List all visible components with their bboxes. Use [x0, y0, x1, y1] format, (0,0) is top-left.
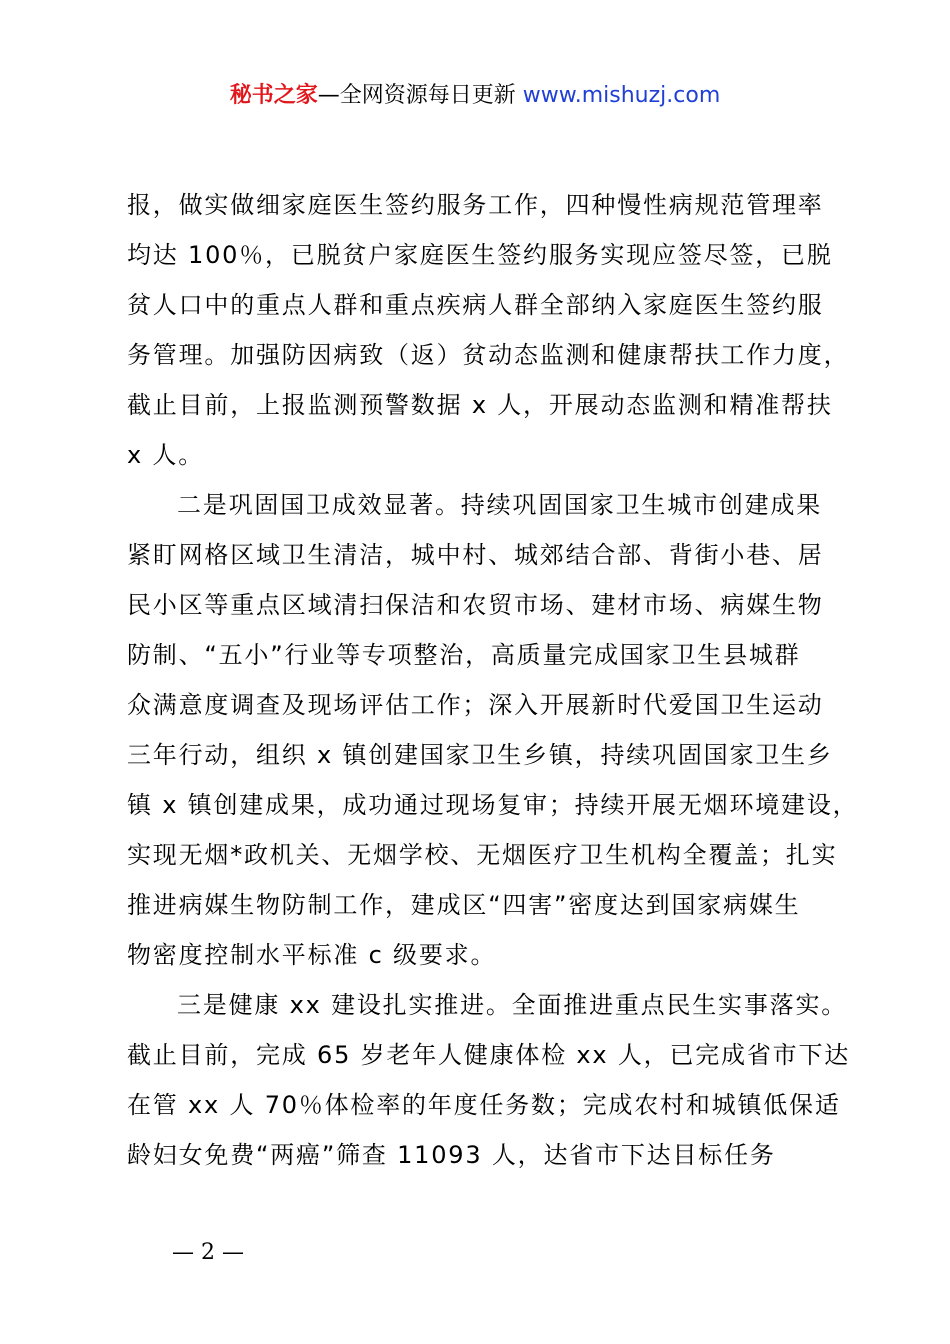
site-watermark-header	[0, 80, 950, 112]
text-line: 镇 x 镇创建成果，成功通过现场复审；持续开展无烟环境建设，	[127, 791, 859, 819]
text-line: 推进病媒生物防制工作，建成区“四害”密度达到国家病媒生	[127, 891, 801, 919]
paragraph-start-line: 三是健康 xx 建设扎实推进。全面推进重点民生实事落实。	[177, 991, 848, 1019]
text-line: 截止目前，上报监测预警数据 x 人，开展动态监测和精准帮扶	[127, 391, 833, 419]
site-tagline: —全网资源每日更新	[317, 83, 523, 108]
paragraph-start-line: 二是巩固国卫成效显著。持续巩固国家卫生城市创建成果	[177, 491, 822, 519]
text-line: 实现无烟*政机关、无烟学校、无烟医疗卫生机构全覆盖；扎实	[127, 841, 838, 869]
text-line: 防制、“五小”行业等专项整治，高质量完成国家卫生县城群	[127, 641, 801, 669]
text-line: 截止目前，完成 65 岁老年人健康体检 xx 人，已完成省市下达	[127, 1041, 851, 1069]
text-line: 报，做实做细家庭医生签约服务工作，四种慢性病规范管理率	[127, 191, 824, 219]
text-line: 在管 xx 人 70％体检率的年度任务数；完成农村和城镇低保适	[127, 1091, 841, 1119]
text-line: 紧盯网格区域卫生清洁，城中村、城郊结合部、背街小巷、居	[127, 541, 824, 569]
text-line: 物密度控制水平标准 c 级要求。	[127, 941, 497, 969]
text-line: 三年行动，组织 x 镇创建国家卫生乡镇，持续巩固国家卫生乡	[127, 741, 833, 769]
text-line: 贫人口中的重点人群和重点疾病人群全部纳入家庭医生签约服	[127, 291, 824, 319]
document-body	[127, 180, 859, 1180]
text-line: 龄妇女免费“两癌”筛查 11093 人，达省市下达目标任务	[127, 1141, 776, 1169]
text-line: x 人。	[127, 441, 205, 469]
site-brand: 秘书之家	[229, 83, 318, 108]
text-line: 均达 100％，已脱贫户家庭医生签约服务实现应签尽签，已脱	[127, 241, 833, 269]
text-line: 民小区等重点区域清扫保洁和农贸市场、建材市场、病媒生物	[127, 591, 824, 619]
page-number: — 2 —	[172, 1240, 244, 1265]
text-line: 务管理。加强防因病致（返）贫动态监测和健康帮扶工作力度，	[127, 341, 850, 369]
site-url: www.mishuzj.com	[522, 83, 721, 108]
text-line: 众满意度调查及现场评估工作；深入开展新时代爱国卫生运动	[127, 691, 824, 719]
